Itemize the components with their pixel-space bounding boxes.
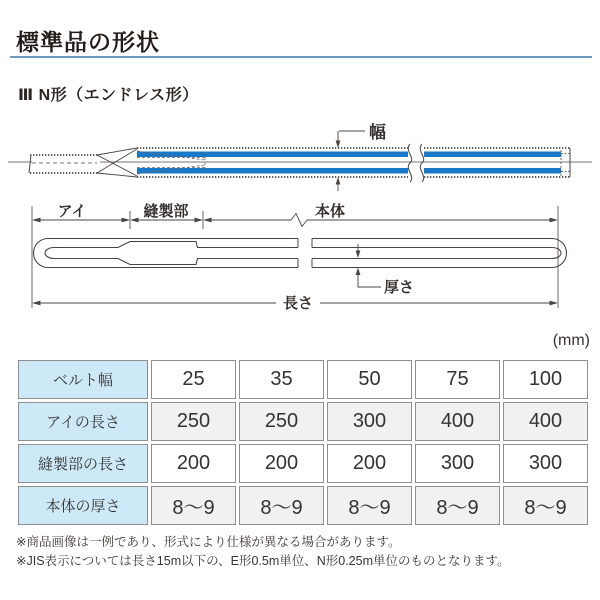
body-section-label: 本体 [314,203,346,220]
spec-row [18,444,588,483]
spec-cell: 8～9 [415,486,500,525]
spec-cell: 35 [239,360,324,399]
spec-cell: 50 [327,360,412,399]
spec-row-header: アイの長さ [18,402,148,441]
section-dimension-line [40,214,550,227]
spec-row-header: 本体の厚さ [18,486,148,525]
belt-blue-stripes [137,152,561,174]
break-symbol [408,144,411,182]
spec-cell: 300 [327,402,412,441]
spec-table [15,357,591,528]
spec-cell: 100 [503,360,588,399]
spec-row [18,360,588,399]
length-label: 長さ [282,295,314,312]
spec-cell: 200 [151,444,236,483]
spec-cell: 8～9 [503,486,588,525]
footnotes [16,534,594,572]
note-line: ※JIS表示については長さ15m以下の、E形0.5m単位、N形0.25m単位のものとなります。 [16,554,510,568]
sewn-section-label: 縫製部 [143,203,189,220]
spec-cell: 200 [327,444,412,483]
spec-row [18,486,588,525]
title-underline [10,56,592,58]
spec-cell: 250 [239,402,324,441]
spec-cell: 400 [503,402,588,441]
page-title: 標準品の形状 [16,29,160,55]
spec-cell: 75 [415,360,500,399]
eye-plan [29,155,97,173]
width-label: 幅 [369,123,386,142]
thickness-dimension [356,244,414,296]
spec-cell: 8～9 [151,486,236,525]
thickness-label: 厚さ [384,279,415,296]
eye-section-label: アイ [57,203,87,220]
spec-cell: 8～9 [239,486,324,525]
spec-cell: 300 [415,444,500,483]
spec-cell: 25 [151,360,236,399]
spec-cell: 200 [239,444,324,483]
spec-cell: 300 [503,444,588,483]
center-line [8,162,592,163]
eye-transition [97,148,137,177]
spec-row [18,402,588,441]
spec-row-header: ベルト幅 [18,360,148,399]
belt-side-view-diagram [0,196,600,318]
belt-top-view-diagram [0,110,600,196]
spec-cell: 8～9 [327,486,412,525]
section-subtitle: Ⅲ N形（エンドレス形） [18,87,199,104]
note-line: ※商品画像は一例であり、形式により仕様が異なる場合があります。 [16,535,401,549]
belt-side-outline [34,239,567,268]
spec-cell: 250 [151,402,236,441]
length-dimension [32,294,558,312]
unit-label: (mm) [552,332,590,349]
extension-lines [32,206,558,308]
belt-body-plan [137,144,570,182]
spec-cell: 400 [415,402,500,441]
spec-row-header: 縫製部の長さ [18,444,148,483]
